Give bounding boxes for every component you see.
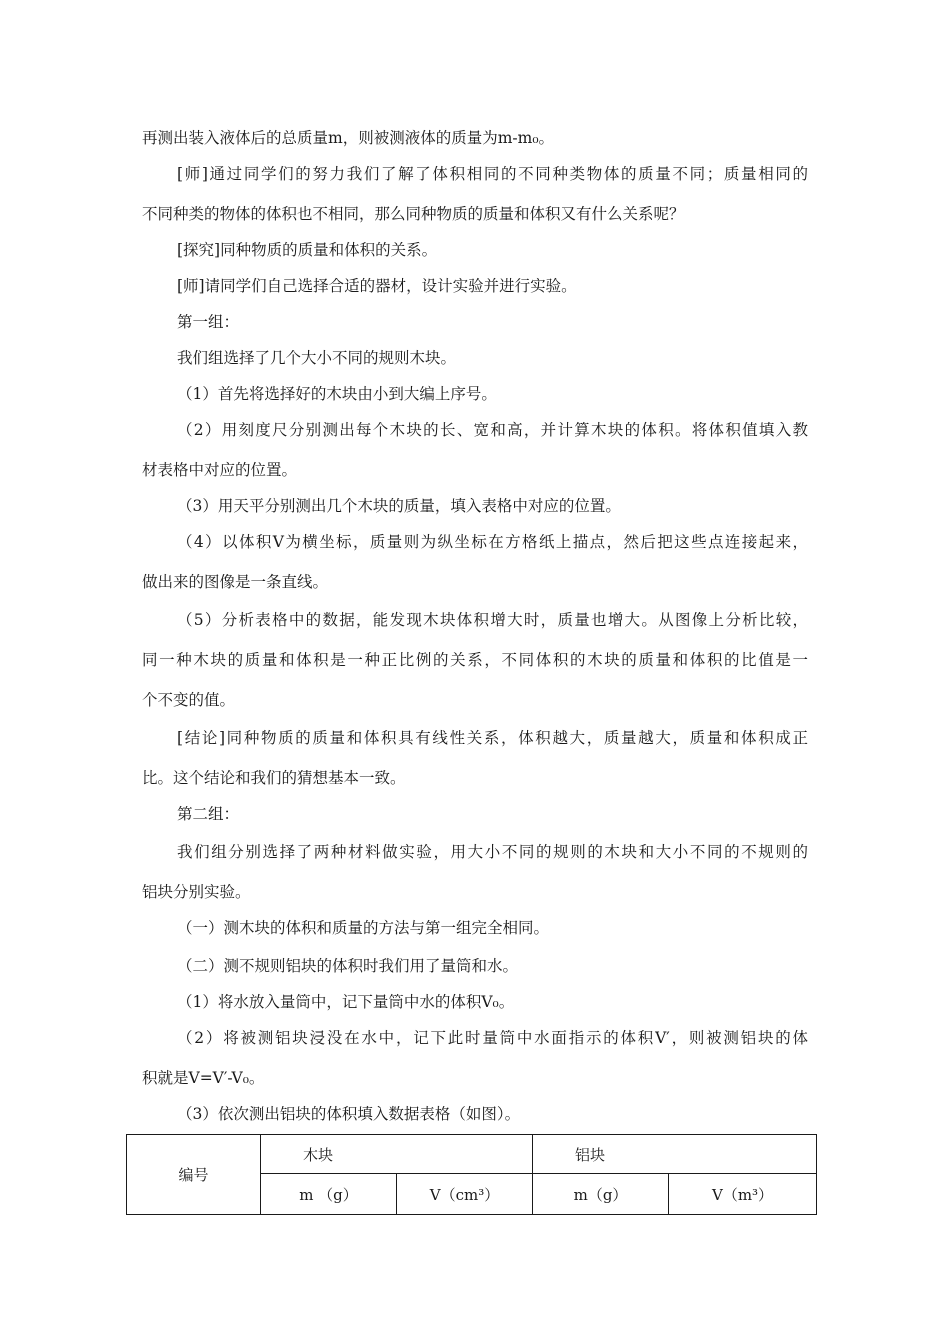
paragraph-line: [师]请同学们自己选择合适的器材，设计实验并进行实验。 [177, 277, 577, 295]
paragraph-line: （二）测不规则铝块的体积时我们用了量筒和水。 [177, 957, 519, 975]
paragraph-line: （1）首先将选择好的木块由小到大编上序号。 [177, 385, 497, 403]
paragraph-line: 我们组选择了几个大小不同的规则木块。 [177, 349, 457, 367]
group-header-wood: 木块 [261, 1135, 533, 1174]
paragraph-line: 个不变的值。 [142, 691, 236, 709]
group-header-aluminum: 铝块 [533, 1135, 817, 1174]
paragraph-line: 比。这个结论和我们的猜想基本一致。 [142, 769, 406, 787]
paragraph-line: 材表格中对应的位置。 [142, 461, 298, 479]
paragraph-line: [结论]同种物质的质量和体积具有线性关系，体积越大，质量越大，质量和体积成正 [177, 729, 808, 747]
paragraph-line: （3）用天平分别测出几个木块的质量，填入表格中对应的位置。 [177, 497, 621, 515]
paragraph-line: （3）依次测出铝块的体积填入数据表格（如图）。 [177, 1105, 521, 1123]
paragraph-line: （4）以体积V为横坐标，质量则为纵坐标在方格纸上描点，然后把这些点连接起来， [177, 533, 808, 551]
paragraph-line: 再测出装入液体后的总质量m，则被测液体的质量为m-m₀。 [142, 129, 555, 147]
paragraph-line: 积就是V=V′-V₀。 [142, 1069, 265, 1087]
column-header-wood-volume: V（cm³） [397, 1174, 533, 1215]
paragraph-line: 铝块分别实验。 [142, 883, 251, 901]
paragraph-line: （2）将被测铝块浸没在水中，记下此时量筒中水面指示的体积V′，则被测铝块的体 [177, 1029, 808, 1047]
paragraph-line: （5）分析表格中的数据，能发现木块体积增大时，质量也增大。从图像上分析比较， [177, 611, 808, 629]
paragraph-line: 同一种木块的质量和体积是一种正比例的关系，不同体积的木块的质量和体积的比值是一 [142, 651, 808, 669]
data-table [126, 1134, 817, 1215]
paragraph-line: 我们组分别选择了两种材料做实验，用大小不同的规则的木块和大小不同的不规则的 [177, 843, 808, 861]
paragraph-line: 做出来的图像是一条直线。 [142, 573, 329, 591]
paragraph-line: （1）将水放入量筒中，记下量筒中水的体积V₀。 [177, 993, 515, 1011]
paragraph-line: （2）用刻度尺分别测出每个木块的长、宽和高，并计算木块的体积。将体积值填入教 [177, 421, 808, 439]
column-header-al-mass: m（g） [533, 1174, 669, 1215]
paragraph-line: [师]通过同学们的努力我们了解了体积相同的不同种类物体的质量不同；质量相同的 [177, 165, 808, 183]
table-header-row [127, 1135, 817, 1174]
column-header-wood-mass: m （g） [261, 1174, 397, 1215]
column-header-al-volume: V（m³） [669, 1174, 817, 1215]
section-heading: 第二组： [177, 805, 240, 823]
section-heading: 第一组： [177, 313, 240, 331]
paragraph-line: [探究]同种物质的质量和体积的关系。 [177, 241, 438, 259]
paragraph-line: 不同种类的物体的体积也不相同，那么同种物质的质量和体积又有什么关系呢？ [142, 205, 685, 223]
column-header-number: 编号 [127, 1135, 261, 1215]
paragraph-line: （一）测木块的体积和质量的方法与第一组完全相同。 [177, 919, 550, 937]
